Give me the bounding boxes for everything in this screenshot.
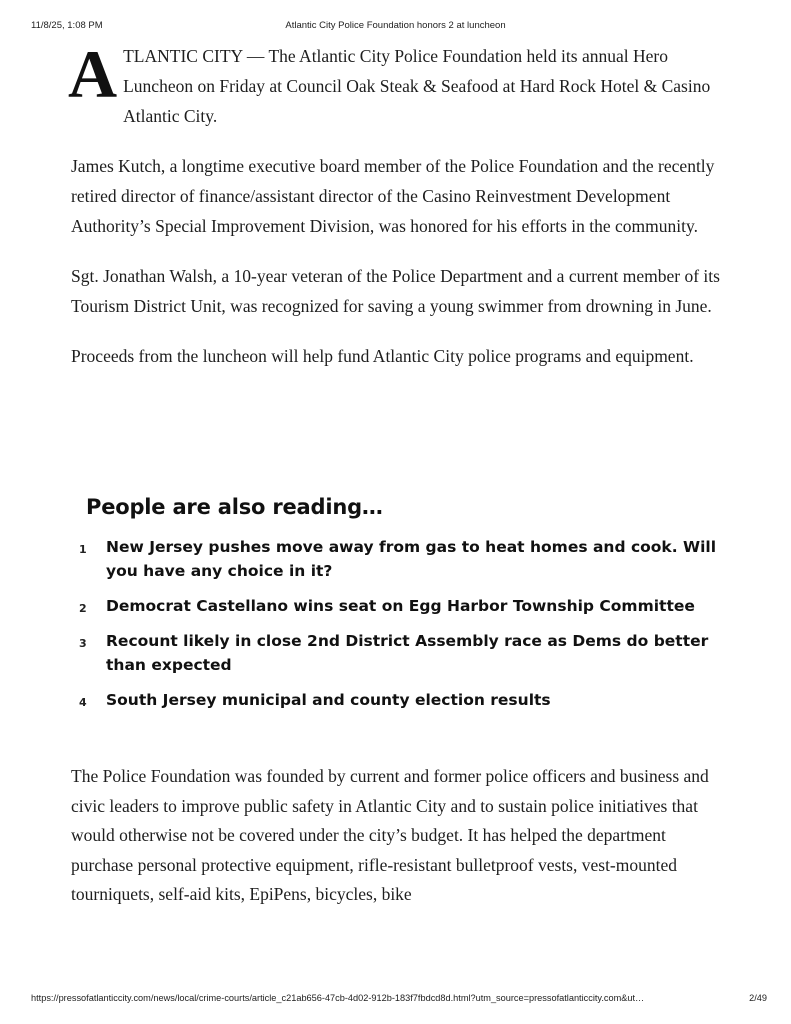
print-title: Atlantic City Police Foundation honors 2 at luncheon — [285, 20, 506, 31]
drop-cap: A — [68, 36, 118, 112]
item-link[interactable]: Recount likely in close 2nd District Assembly race as Dems do better than expected — [106, 632, 709, 674]
also-reading-item[interactable] — [79, 594, 726, 618]
article-paragraph — [68, 36, 731, 131]
also-reading-item[interactable] — [79, 535, 726, 583]
item-number: 4 — [79, 696, 87, 709]
item-link[interactable]: New Jersey pushes move away from gas to heat homes and cook. Will you have any choice in it? — [106, 538, 717, 580]
article-body-continued — [71, 762, 731, 910]
also-reading-section — [79, 495, 726, 723]
paragraph-text: TLANTIC CITY — The Atlantic City Police Foundation held its annual Hero Luncheon on Friday at Council Oak Steak & Seafood at Hard Rock Hotel & Casino Atlantic City. — [123, 46, 711, 126]
also-reading-item[interactable] — [79, 688, 726, 712]
item-number: 3 — [79, 637, 87, 650]
page-url: https://pressofatlanticcity.com/news/local/crime-courts/article_c21ab656-47cb-4d02-912b-183f7fbdcd8d.html?utm_source=pressofatlanticcity.com&ut… — [31, 993, 645, 1003]
print-header — [0, 20, 791, 36]
article-paragraph: Proceeds from the luncheon will help fund Atlantic City police programs and equipment. — [71, 346, 694, 366]
item-number: 2 — [79, 602, 87, 615]
also-reading-heading: People are also reading… — [86, 495, 383, 519]
article-body — [68, 36, 731, 371]
article-paragraph: James Kutch, a longtime executive board member of the Police Foundation and the recently retired director of finance/assistant director of the Casino Reinvestment Development Authority’s Special Improvement Division, was honored for his efforts in the community. — [71, 156, 715, 236]
print-footer — [0, 993, 791, 1007]
article-paragraph: Sgt. Jonathan Walsh, a 10-year veteran of the Police Department and a current member of its Tourism District Unit, was recognized for saving a young swimmer from drowning in June. — [71, 266, 720, 316]
print-date: 11/8/25, 1:08 PM — [31, 20, 103, 31]
also-reading-list — [79, 535, 726, 712]
item-number: 1 — [79, 543, 87, 556]
article-paragraph: The Police Foundation was founded by current and former police officers and business and civic leaders to improve public safety in Atlantic City and to sustain police initiatives that would otherwise not be covered under the city’s budget. It has helped the department purchase personal protective equipment, rifle-resistant bulletproof vests, vest-mounted tourniquets, self-aid kits, EpiPens, bicycles, bike — [71, 766, 709, 904]
item-link[interactable]: Democrat Castellano wins seat on Egg Harbor Township Committee — [106, 597, 695, 615]
item-link[interactable]: South Jersey municipal and county election results — [106, 691, 551, 709]
page-number: 2/49 — [749, 993, 767, 1003]
also-reading-item[interactable] — [79, 629, 726, 677]
